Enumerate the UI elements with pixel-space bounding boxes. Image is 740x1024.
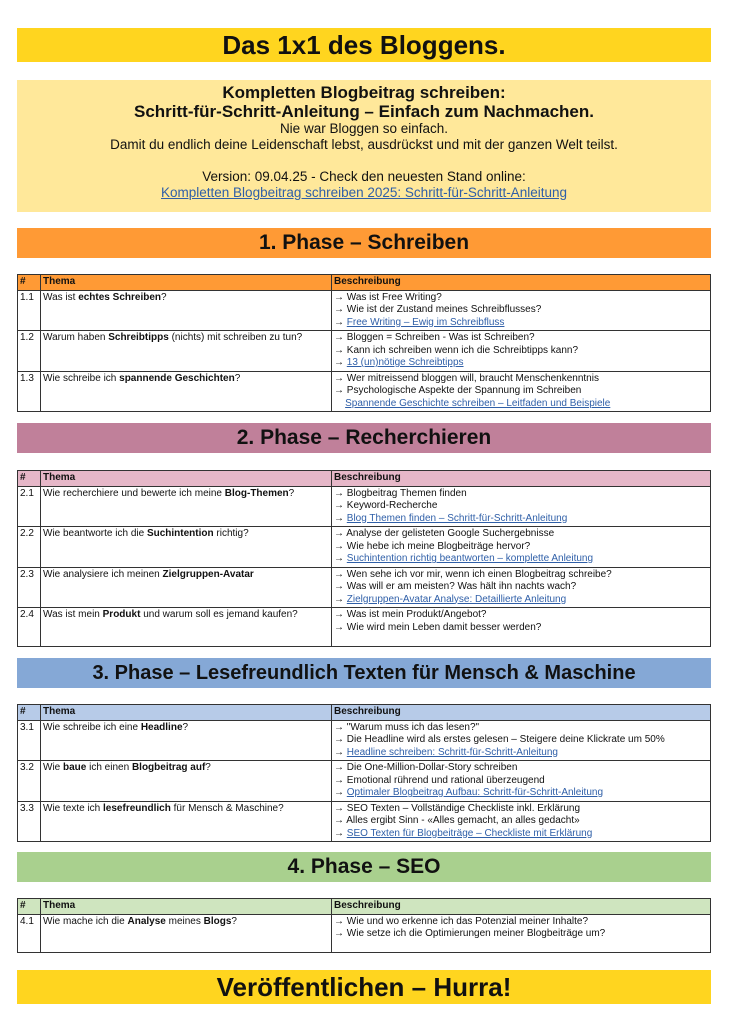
row-question: Wie schreibe ich spannende Geschichten? [41,371,332,412]
intro-line-2: Damit du endlich deine Leidenschaft lebst, ausdrückst und mit der ganzen Welt teilst. [110,137,618,152]
intro-line-1: Nie war Bloggen so einfach. [279,121,449,136]
row-description: → "Warum muss ich das lesen?" → Die Headline wird als erstes gelesen – Steigere deine Klickrate um 50% → Headline schreiben: Schritt-für-Schritt-Anleitung [332,720,711,761]
article-link[interactable]: Headline schreiben: Schritt-für-Schritt-Anleitung [346,746,558,758]
table-row [18,608,711,647]
row-num: 4.1 [18,914,41,952]
header-theme: Thema [41,899,332,915]
table-row [18,527,711,568]
article-link[interactable]: Free Writing – Ewig im Schreibfluss [346,316,505,328]
row-question: Was ist mein Produkt und warum soll es jemand kaufen? [41,608,332,647]
phase-1-heading: 1. Phase – Schreiben [17,228,711,258]
table-row [18,761,711,802]
header-num: # [18,899,41,915]
row-description: → Bloggen = Schreiben - Was ist Schreiben? → Kann ich schreiben wenn ich die Schreibtipps kann? → 13 (un)nötige Schreibtipps [332,331,711,372]
row-description: → Die One-Million-Dollar-Story schreiben → Emotional rührend und rational überzeugend → Optimaler Blogbeitrag Aufbau: Schritt-für-Schritt-Anleitung [332,761,711,802]
row-description: → Was ist Free Writing? → Wie ist der Zustand meines Schreibflusses? → Free Writing – Ewig im Schreibfluss [332,290,711,331]
row-num: 2.4 [18,608,41,647]
header-desc: Beschreibung [332,471,711,487]
online-version-link[interactable]: Kompletten Blogbeitrag schreiben 2025: Schritt-für-Schritt-Anleitung [161,185,567,200]
header-desc: Beschreibung [332,899,711,915]
row-num: 3.2 [18,761,41,802]
header-theme: Thema [41,471,332,487]
row-question: Wie recherchiere und bewerte ich meine Blog-Themen? [41,486,332,527]
row-num: 1.1 [18,290,41,331]
phase-3-heading: 3. Phase – Lesefreundlich Texten für Mensch & Maschine [17,658,711,688]
phase-4-heading: 4. Phase – SEO [17,852,711,882]
article-link[interactable]: Optimaler Blogbeitrag Aufbau: Schritt-für-Schritt-Anleitung [346,787,604,798]
row-description: → Wer mitreissend bloggen will, braucht Menschenkenntnis → Psychologische Aspekte der Spannung im Schreiben Spannende Geschichte schreiben – Leitfaden und Beispiele [332,371,711,412]
row-description: → Wie und wo erkenne ich das Potenzial meiner Inhalte? → Wie setze ich die Optimierungen meiner Blogbeiträge um? [332,914,711,952]
article-link[interactable]: SEO Texten für Blogbeiträge – Checkliste mit Erklärung [346,827,593,839]
row-description: → Wen sehe ich vor mir, wenn ich einen Blogbeitrag schreibe? → Was will er am meisten? Was hält ihn nachts wach? → Zielgruppen-Avatar Analyse: Detaillierte Anleitung [332,567,711,608]
page-title: Das 1x1 des Bloggens. [17,28,711,62]
header-num: # [18,705,41,721]
intro-heading-2: Schritt-für-Schritt-Anleitung – Einfach zum Nachmachen. [134,102,594,121]
intro-heading-1: Kompletten Blogbeitrag schreiben: [222,83,506,102]
row-question: Wie mache ich die Analyse meines Blogs? [41,914,332,952]
row-description: → Was ist mein Produkt/Angebot? → Wie wird mein Leben damit besser werden? [332,608,711,647]
row-question: Wie schreibe ich eine Headline? [41,720,332,761]
row-num: 2.2 [18,527,41,568]
table-row [18,720,711,761]
header-num: # [18,275,41,291]
article-link[interactable]: Zielgruppen-Avatar Analyse: Detaillierte Anleitung [346,593,567,605]
row-question: Warum haben Schreibtipps (nichts) mit schreiben zu tun? [41,331,332,372]
phase-3-table [17,704,711,842]
row-question: Wie analysiere ich meinen Zielgruppen-Avatar [41,567,332,608]
row-num: 2.1 [18,486,41,527]
header-theme: Thema [41,705,332,721]
article-link[interactable]: Spannende Geschichte schreiben – Leitfaden und Beispiele [345,397,611,409]
row-description: → Blogbeitrag Themen finden → Keyword-Recherche → Blog Themen finden – Schritt-für-Schritt-Anleitung [332,486,711,527]
article-link[interactable]: Blog Themen finden – Schritt-für-Schritt-Anleitung [346,512,568,524]
intro-box [17,80,711,212]
table-row [18,486,711,527]
row-num: 3.1 [18,720,41,761]
header-num: # [18,471,41,487]
header-desc: Beschreibung [332,275,711,291]
header-desc: Beschreibung [332,705,711,721]
row-description: → SEO Texten – Vollständige Checkliste inkl. Erklärung → Alles ergibt Sinn - «Alles gemacht, an alles gedacht» → SEO Texten für Blogbeiträge – Checkliste mit Erklärung [332,801,711,842]
article-link[interactable]: 13 (un)nötige Schreibtipps [346,357,464,368]
article-link[interactable]: Suchintention richtig beantworten – komplette Anleitung [346,553,594,564]
phase-1-table [17,274,711,412]
row-num: 2.3 [18,567,41,608]
table-row [18,801,711,842]
table-row [18,331,711,372]
phase-2-heading: 2. Phase – Recherchieren [17,423,711,453]
table-row [18,290,711,331]
header-theme: Thema [41,275,332,291]
table-row [18,371,711,412]
row-question: Was ist echtes Schreiben? [41,290,332,331]
phase-2-table [17,470,711,647]
footer-banner: Veröffentlichen – Hurra! [17,970,711,1004]
table-row [18,567,711,608]
row-num: 3.3 [18,801,41,842]
phase-4-table [17,898,711,953]
row-num: 1.2 [18,331,41,372]
row-num: 1.3 [18,371,41,412]
row-question: Wie baue ich einen Blogbeitrag auf? [41,761,332,802]
row-question: Wie texte ich lesefreundlich für Mensch & Maschine? [41,801,332,842]
version-text: Version: 09.04.25 - Check den neuesten Stand online: [202,169,526,184]
row-description: → Analyse der gelisteten Google Suchergebnisse → Wie hebe ich meine Blogbeiträge hervor? → Suchintention richtig beantworten – komplette Anleitung [332,527,711,568]
table-row [18,914,711,952]
row-question: Wie beantworte ich die Suchintention richtig? [41,527,332,568]
